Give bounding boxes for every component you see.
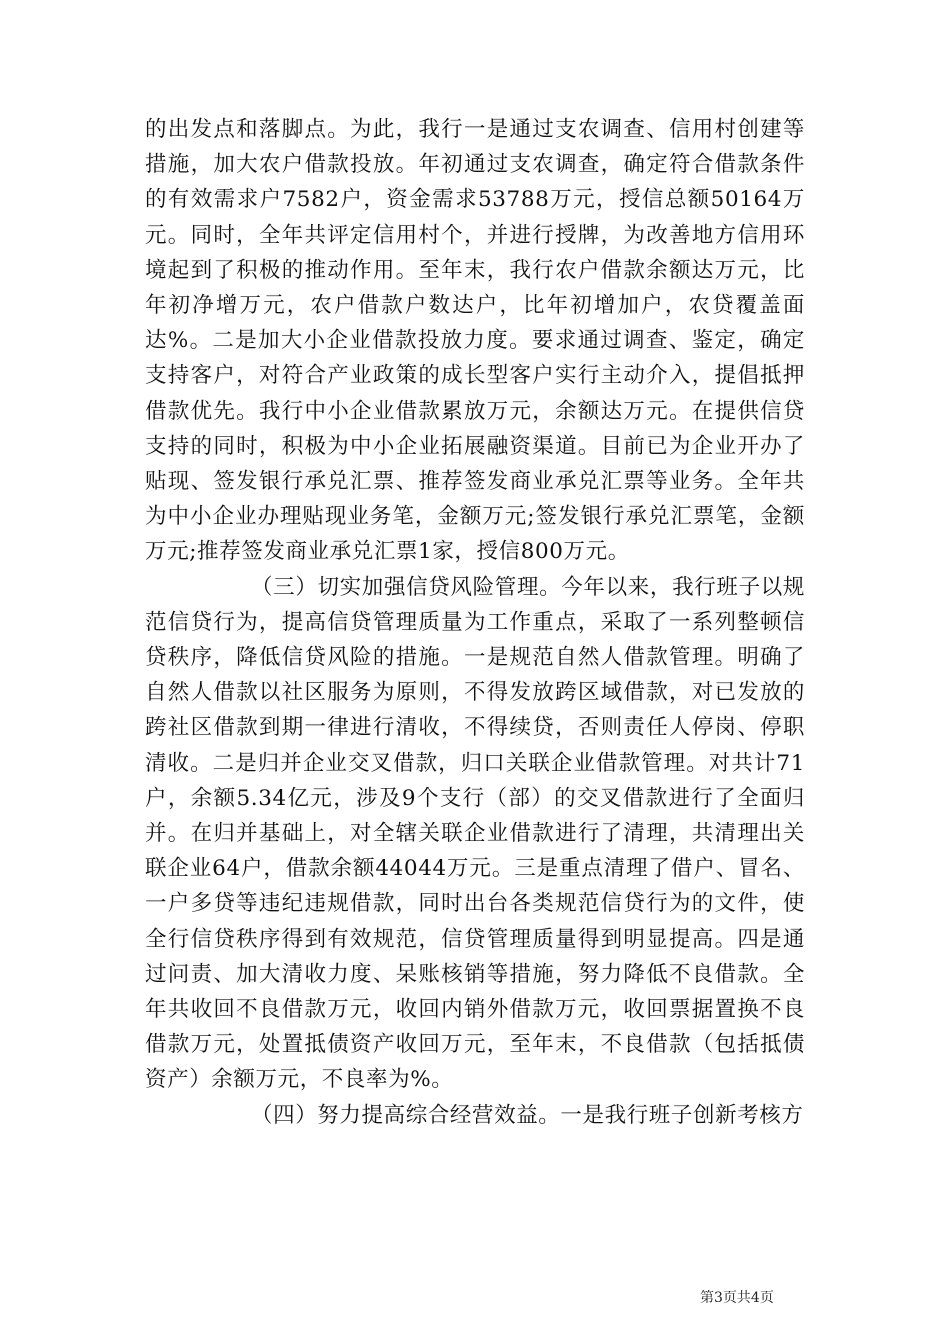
paragraph-continued: 的出发点和落脚点。为此，我行一是通过支农调查、信用村创建等措施，加大农户借款投放。年初通过支农调查，确定符合借款条件的有效需求户7582户，资金需求53788万元，授信总额50164万元。同时，全年共评定信用村个，并进行授牌，为改善地方信用环境起到了积极的推动作用。至年末，我行农户借款余额达万元，比年初净增万元，农户借款户数达户，比年初增加户，农贷覆盖面达%。二是加大小企业借款投放力度。要求通过调查、鉴定，确定支持客户，对符合产业政策的成长型客户实行主动介入，提倡抵押借款优先。我行中小企业借款累放万元，余额达万元。在提供信贷支持的同时，积极为中小企业拓展融资渠道。目前已为企业开办了贴现、签发银行承兑汇票、推荐签发商业承兑汇票等业务。全年共为中小企业办理贴现业务笔，金额万元;签发银行承兑汇票笔，金额万元;推荐签发商业承兑汇票1家，授信800万元。 [145, 117, 805, 565]
paragraph-section-4: （四）努力提高综合经营效益。一是我行班子创新考核方 [251, 1102, 804, 1128]
paragraph-section-3: （三）切实加强信贷风险管理。今年以来，我行班子以规范信贷行为，提高信贷管理质量为工作重点，采取了一系列整顿信贷秩序，降低信贷风险的措施。一是规范自然人借款管理。明确了自然人借款以社区服务为原则，不得发放跨区域借款，对已发放的跨社区借款到期一律进行清收，不得续贷，否则责任人停岗、停职清收。二是归并企业交叉借款，归口关联企业借款管理。对共计71户，余额5.34亿元，涉及9个支行（部）的交叉借款进行了全面归并。在归并基础上，对全辖关联企业借款进行了清理，共清理出关联企业64户，借款余额44044万元。三是重点清理了借户、冒名、一户多贷等违纪违规借款，同时出台各类规范信贷行为的文件，使全行信贷秩序得到有效规范，信贷管理质量得到明显提高。四是通过问责、加大清收力度、呆账核销等措施，努力降低不良借款。全年共收回不良借款万元，收回内销外借款万元，收回票据置换不良借款万元，处置抵债资产收回万元，至年末，不良借款（包括抵债资产）余额万元，不良率为%。 [145, 574, 805, 1093]
body-text [145, 112, 805, 1133]
page-number-footer: 第3页共4页 [700, 1290, 774, 1306]
